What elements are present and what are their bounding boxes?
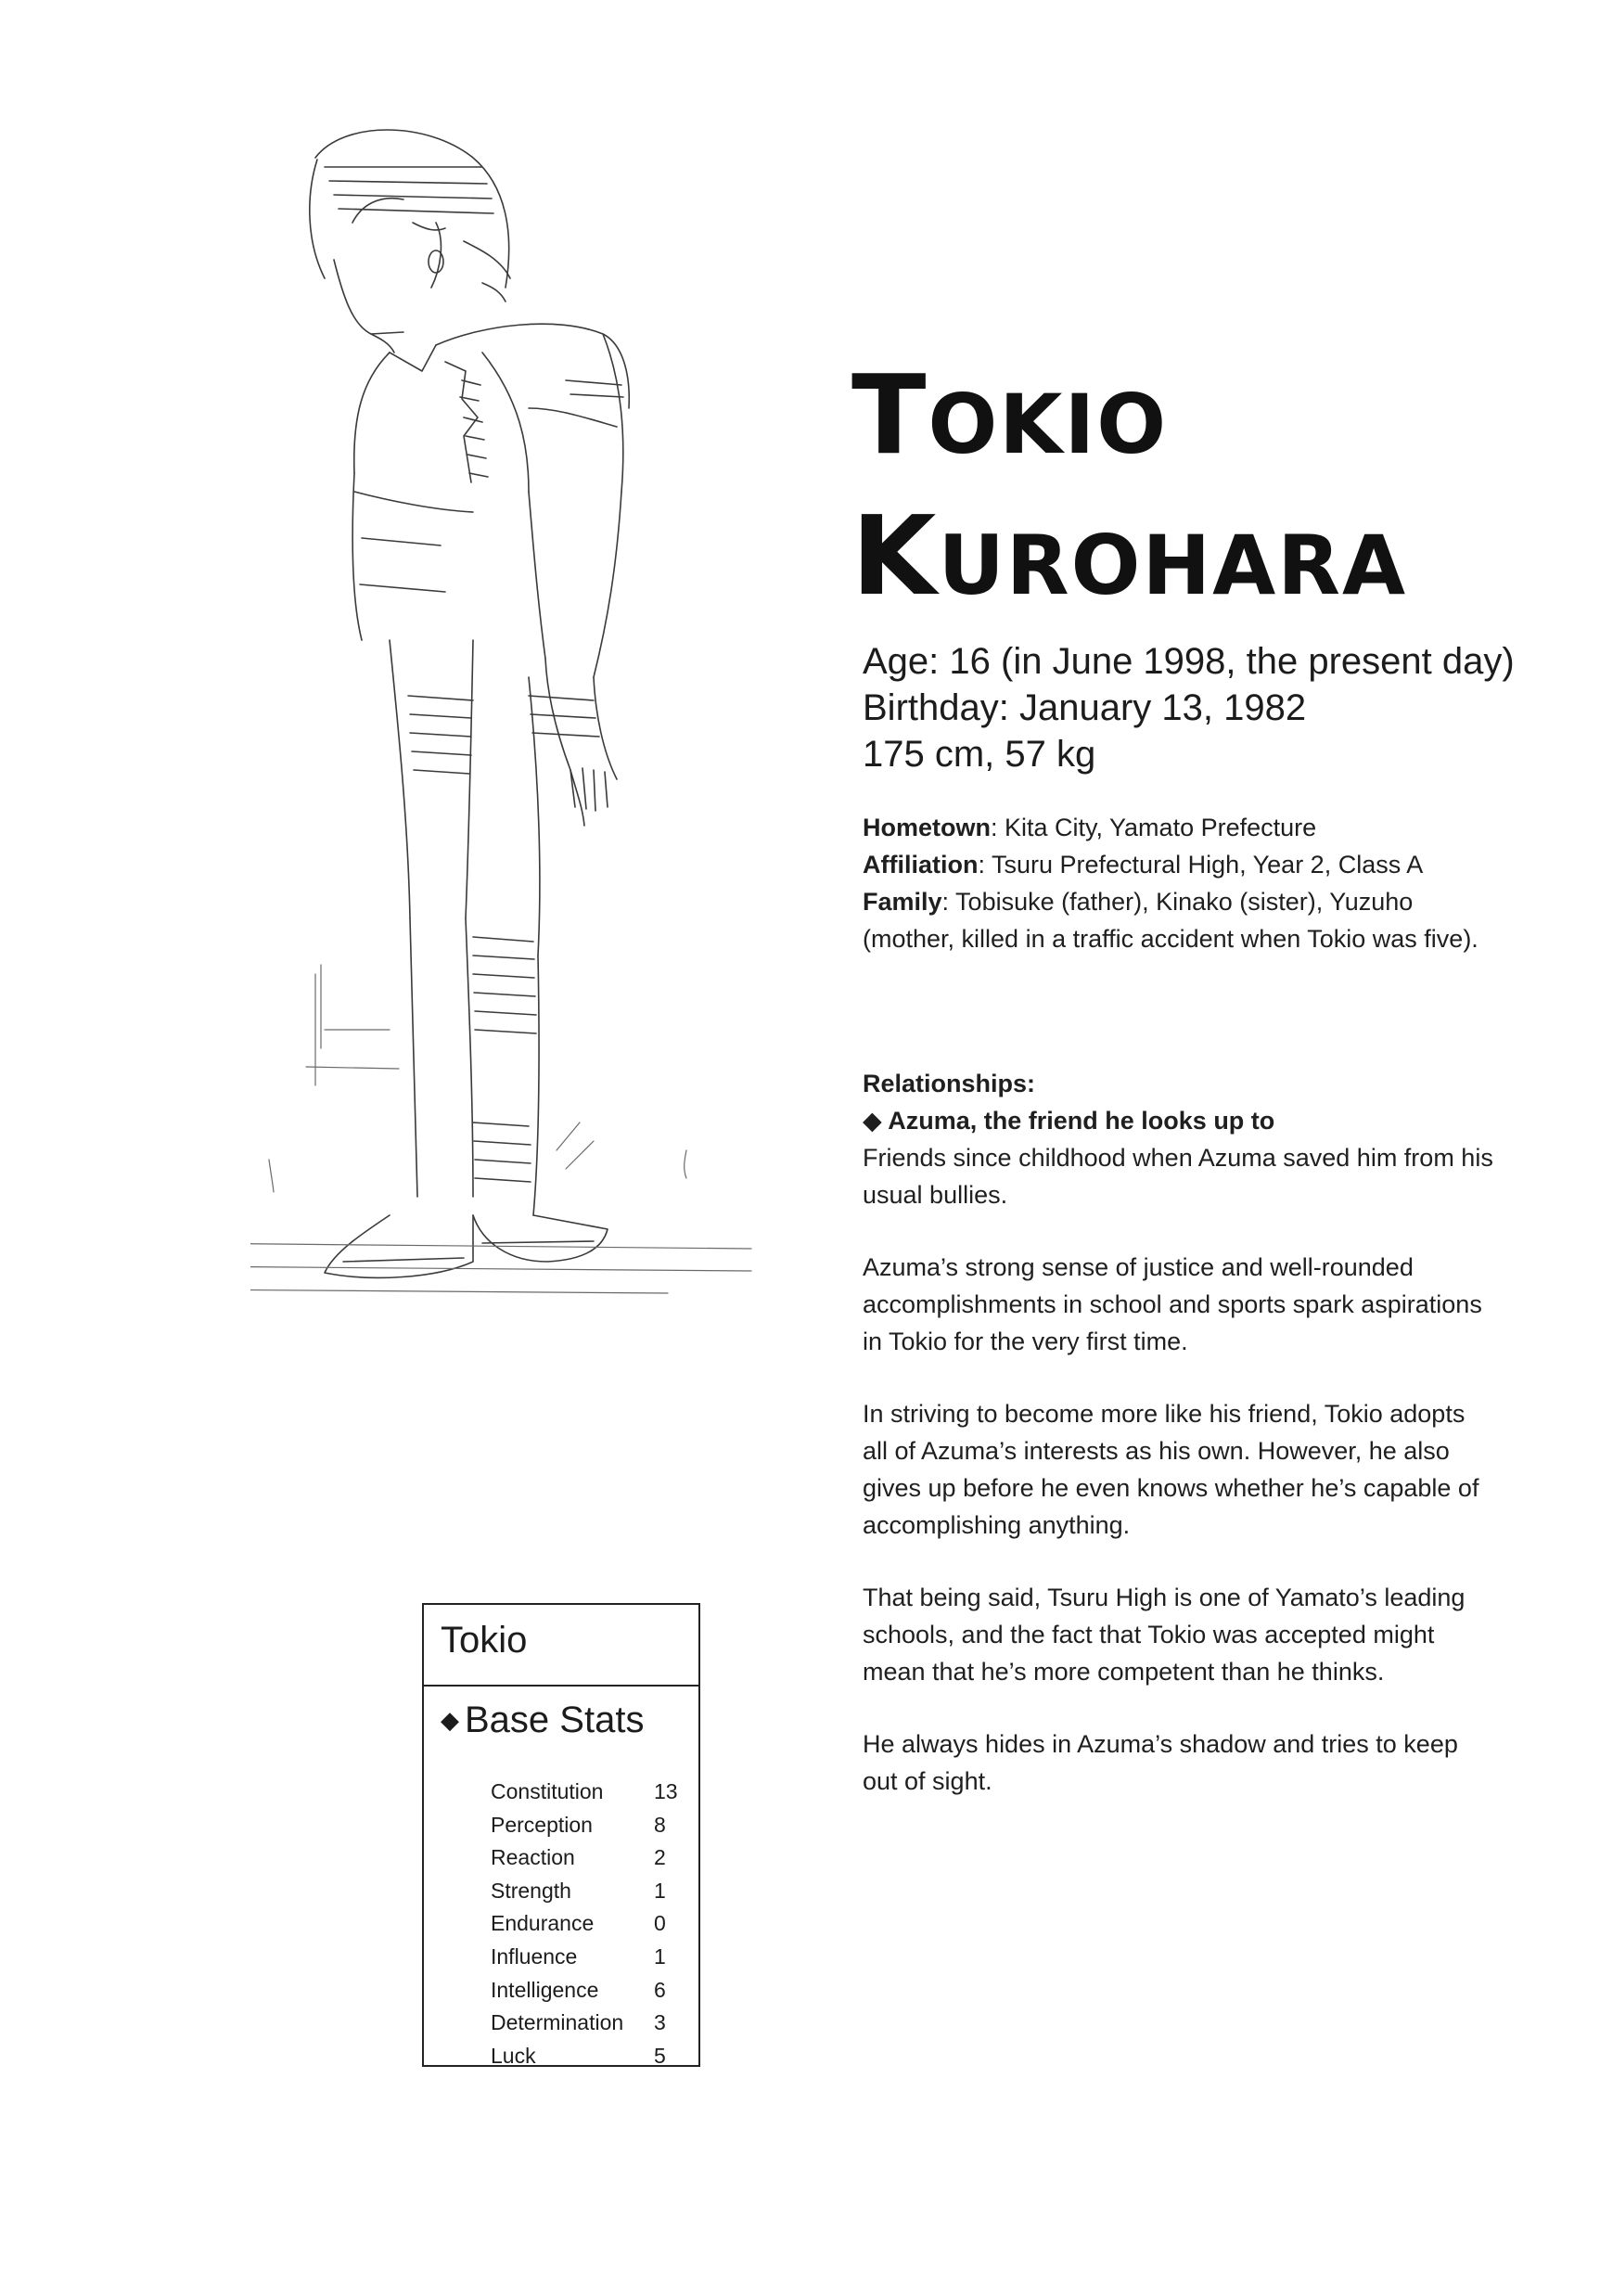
stat-row [491,1941,685,1974]
title-initial: K [851,492,939,620]
stat-value: 6 [654,1977,666,2002]
stat-name: Reaction [491,1845,575,1870]
character-head [310,130,510,353]
relationship-bullet: ◆ Azuma, the friend he looks up to [863,1107,1275,1135]
stat-value: 8 [654,1812,666,1837]
stat-row [491,1907,685,1941]
title-last-name [851,492,1408,620]
relationships-section [863,1065,1493,1835]
stat-row [491,1974,685,2007]
stat-row [491,2040,685,2073]
stat-name: Luck [491,2043,536,2068]
stats-box-divider [424,1685,698,1687]
stats-box [422,1603,700,2067]
stat-value: 5 [654,2043,666,2068]
stat-name: Endurance [491,1911,595,1936]
relationship-paragraph: Friends since childhood when Azuma saved him from his usual bullies. [863,1144,1493,1209]
stat-row [491,2007,685,2040]
stat-name: Determination [491,2010,624,2035]
ground-lines [250,965,751,1293]
stat-name: Intelligence [491,1977,599,2002]
base-stats-heading [441,1700,644,1741]
stat-value: 2 [654,1845,666,1870]
headline-facts [863,638,1515,777]
stats-box-name: Tokio [441,1620,528,1661]
stats-list [491,1776,685,2072]
hometown-label: Hometown [863,814,991,841]
stat-value: 13 [654,1779,678,1803]
relationships-heading: Relationships: [863,1070,1036,1097]
hometown-row [863,809,1493,846]
stat-value: 0 [654,1911,666,1936]
family-label: Family [863,888,942,916]
title-rest: UROHARA [938,518,1408,613]
family-value: : Tobisuke (father), Kinako (sister), Yuzuho (mother, killed in a traffic accident when Tokio was five). [863,888,1478,953]
stat-value: 3 [654,2010,666,2035]
stat-name: Influence [491,1943,578,1969]
stat-row [491,1875,685,1908]
relationship-paragraph: He always hides in Azuma’s shadow and tries to keep out of sight. [863,1730,1458,1795]
relationship-paragraph: Azuma’s strong sense of justice and well-rounded accomplishments in school and sports spark aspirations in Tokio for the very first time. [863,1253,1482,1355]
stat-value: 1 [654,1943,666,1969]
title-rest: OKIO [928,377,1169,472]
stat-row [491,1841,685,1875]
character-arm [529,492,621,826]
relationship-paragraph: That being said, Tsuru High is one of Yamato’s leading schools, and the fact that Tokio was accepted might mean that he’s more competent than he thinks. [863,1584,1466,1686]
stat-name: Strength [491,1878,571,1903]
hometown-value: : Kita City, Yamato Prefecture [991,814,1317,841]
affiliation-label: Affiliation [863,851,979,879]
stat-name: Perception [491,1812,593,1837]
character-legs [390,640,540,1215]
affiliation-row [863,846,1493,883]
stat-name: Constitution [491,1779,604,1803]
title-initial: T [851,351,928,479]
family-row [863,883,1493,957]
affiliation-value: : Tsuru Prefectural High, Year 2, Class A [978,851,1424,879]
relationship-paragraph: In striving to become more like his friend, Tokio adopts all of Azuma’s interests as his own. However, he also gives up before he even knows whether he’s capable of accomplishing anything. [863,1400,1479,1539]
character-torso [352,324,629,640]
birthday-line: Birthday: January 13, 1982 [863,687,1307,728]
stat-row [491,1776,685,1809]
age-line: Age: 16 (in June 1998, the present day) [863,641,1515,682]
profile-details [863,809,1493,957]
stat-value: 1 [654,1878,666,1903]
stat-row [491,1809,685,1842]
diamond-icon: ◆ [441,1706,459,1734]
title-first-name [851,351,1169,479]
base-stats-label: Base Stats [465,1700,645,1740]
height-weight-line: 175 cm, 57 kg [863,734,1096,775]
character-sketch-illustration [250,102,844,1577]
